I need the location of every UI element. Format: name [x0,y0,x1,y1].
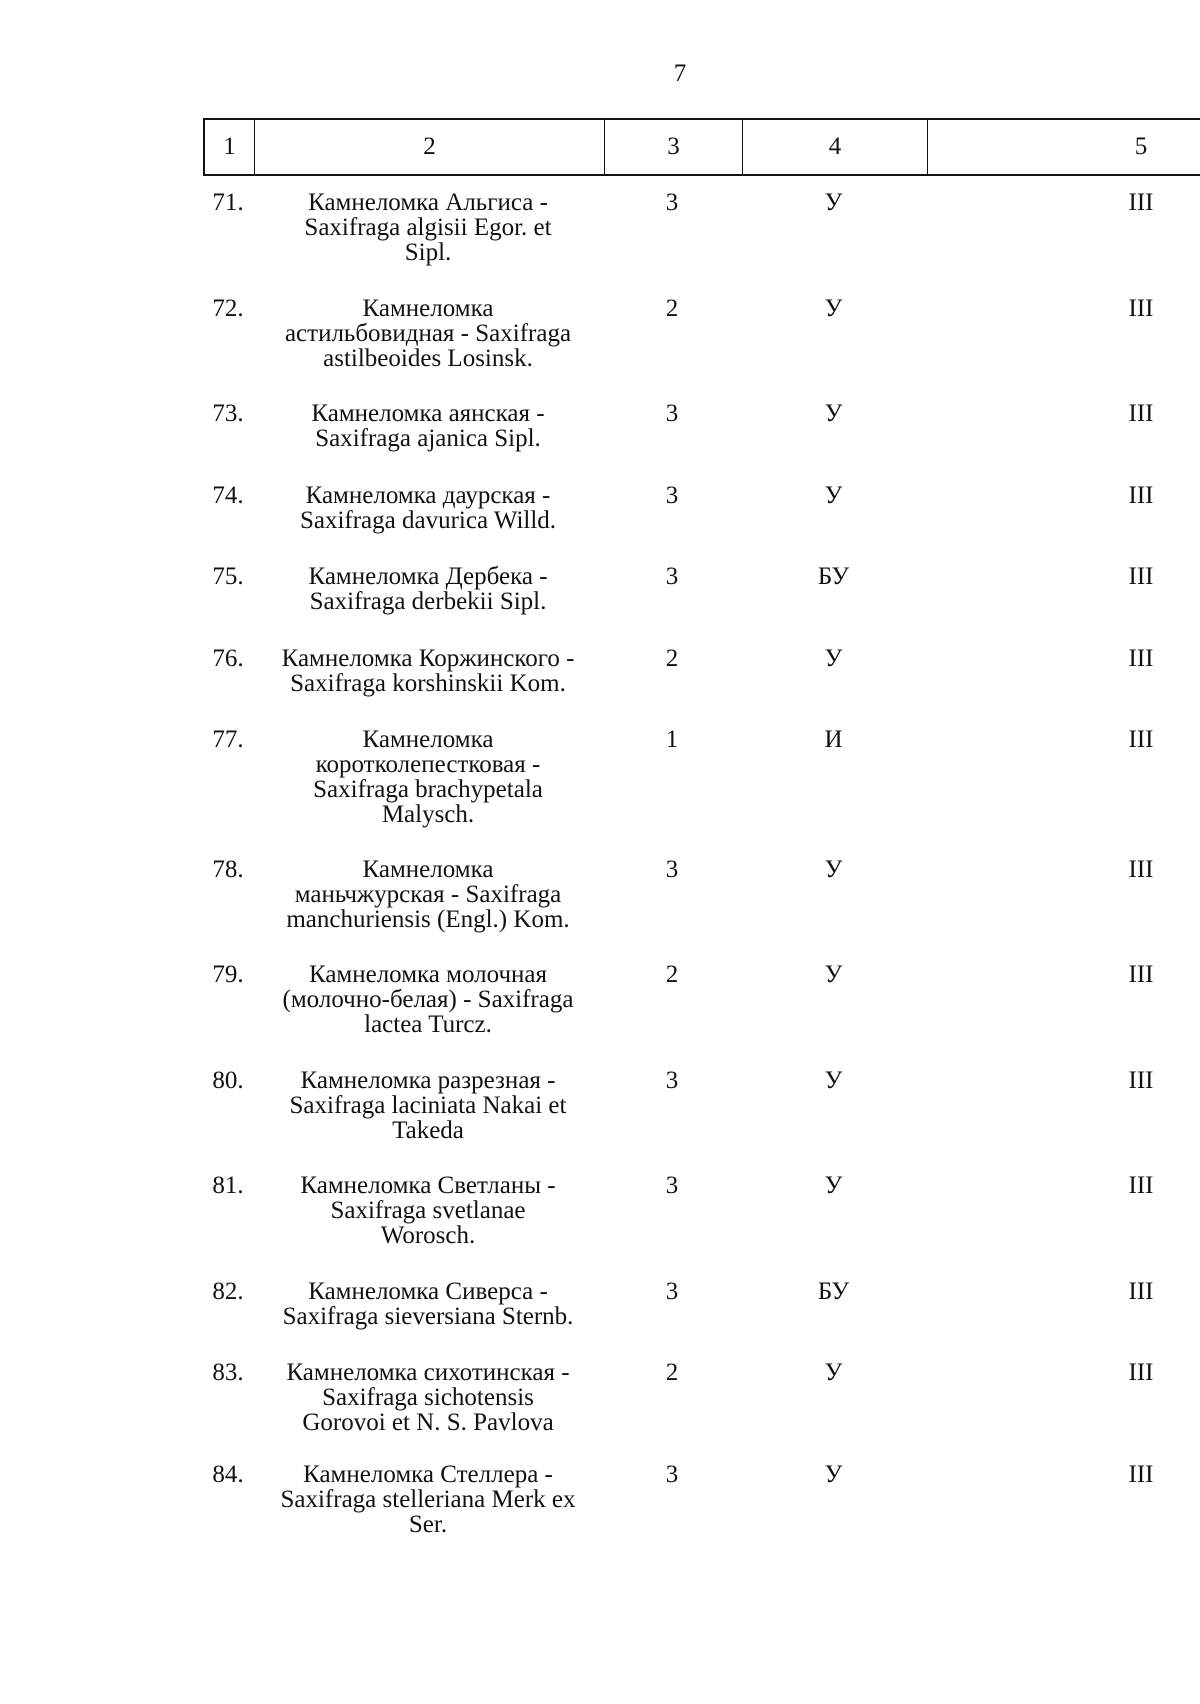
species-name: Камнеломка сихотинская - Saxifraga sichotensis Gorovoi et N. S. Pavlova [286,1359,570,1436]
category: 3 [665,856,679,883]
species-name: Камнеломка молочная (молочно-белая) - Saxifraga lactea Turcz. [282,961,574,1038]
row-number: 81. [212,1172,244,1199]
table-row [203,727,1200,857]
category: 2 [665,1359,679,1386]
rank: III [1128,482,1154,509]
status: У [824,482,843,509]
species-name: Камнеломка Светланы - Saxifraga svetlanae Worosch. [300,1172,556,1249]
status: У [824,295,843,322]
category: 3 [665,1461,679,1488]
row-number: 71. [212,189,244,216]
species-name: Камнеломка разрезная - Saxifraga laciniata Nakai et Takeda [289,1067,567,1144]
species-name: Камнеломка Сиверса - Saxifraga sieversiana Sternb. [282,1278,574,1330]
species-name: Камнеломка коротколепестковая - Saxifraga brachypetala Malysch. [313,726,543,828]
rank: III [1128,563,1154,590]
species-name: Камнеломка даурская - Saxifraga davurica Willd. [299,482,557,534]
status: И [824,726,843,753]
row-number: 83. [212,1359,244,1386]
header-col-4: 4 [743,120,928,174]
table-row [203,857,1200,962]
status: У [824,1172,843,1199]
row-number: 75. [212,563,244,590]
rank: III [1128,1172,1154,1199]
category: 3 [665,400,679,427]
table-row [203,401,1200,483]
status: У [824,856,843,883]
rank: III [1128,856,1154,883]
species-name: Камнеломка Альгиса - Saxifraga algisii Egor. et Sipl. [304,189,552,266]
category: 1 [665,726,679,753]
table-row [203,483,1200,564]
rank: III [1128,1359,1154,1386]
species-name: Камнеломка аянская - Saxifraga ajanica Sipl. [311,400,545,452]
rank: III [1128,1067,1154,1094]
row-number: 82. [212,1278,244,1305]
status: У [824,961,843,988]
table-row [203,962,1200,1068]
category: 2 [665,961,679,988]
row-number: 77. [212,726,244,753]
header-col-1: 1 [205,120,255,174]
table-body [203,190,1200,1552]
species-name: Камнеломка астильбовидная - Saxifraga astilbeoides Losinsk. [284,295,572,372]
table-row [203,564,1200,646]
row-number: 79. [212,961,244,988]
species-name: Камнеломка Стеллера - Saxifraga stelleriana Merk ex Ser. [280,1461,576,1538]
row-number: 84. [212,1461,244,1488]
rank: III [1128,1278,1154,1305]
rank: III [1128,189,1154,216]
row-number: 73. [212,400,244,427]
status: БУ [817,563,850,590]
page-number: 7 [673,60,687,87]
table-row [203,1462,1200,1552]
header-col-2: 2 [255,120,605,174]
status: У [824,1461,843,1488]
category: 3 [665,1067,679,1094]
category: 3 [665,563,679,590]
status: У [824,645,843,672]
table-row [203,1068,1200,1173]
header-col-3: 3 [605,120,743,174]
rank: III [1128,961,1154,988]
category: 3 [665,1172,679,1199]
rank: III [1128,295,1154,322]
table-row [203,1360,1200,1462]
row-number: 80. [212,1067,244,1094]
table-header [203,118,1200,176]
status: У [824,1067,843,1094]
row-number: 78. [212,856,244,883]
row-number: 76. [212,645,244,672]
rank: III [1128,645,1154,672]
species-name: Камнеломка Коржинского - Saxifraga korshinskii Kom. [281,645,575,697]
table-row [203,190,1200,296]
header-col-5: 5 [1134,133,1148,160]
category: 2 [665,295,679,322]
rank: III [1128,400,1154,427]
table-row [203,646,1200,727]
category: 3 [665,1278,679,1305]
table-row [203,1173,1200,1279]
table-row [203,1279,1200,1360]
status: БУ [817,1278,850,1305]
category: 3 [665,189,679,216]
status: У [824,1359,843,1386]
category: 3 [665,482,679,509]
table-row [203,296,1200,401]
category: 2 [665,645,679,672]
row-number: 74. [212,482,244,509]
status: У [824,189,843,216]
row-number: 72. [212,295,244,322]
rank: III [1128,726,1154,753]
species-name: Камнеломка Дербека - Saxifraga derbekii Sipl. [308,563,548,615]
status: У [824,400,843,427]
species-name: Камнеломка маньчжурская - Saxifraga manchuriensis (Engl.) Kom. [286,856,570,933]
rank: III [1128,1461,1154,1488]
